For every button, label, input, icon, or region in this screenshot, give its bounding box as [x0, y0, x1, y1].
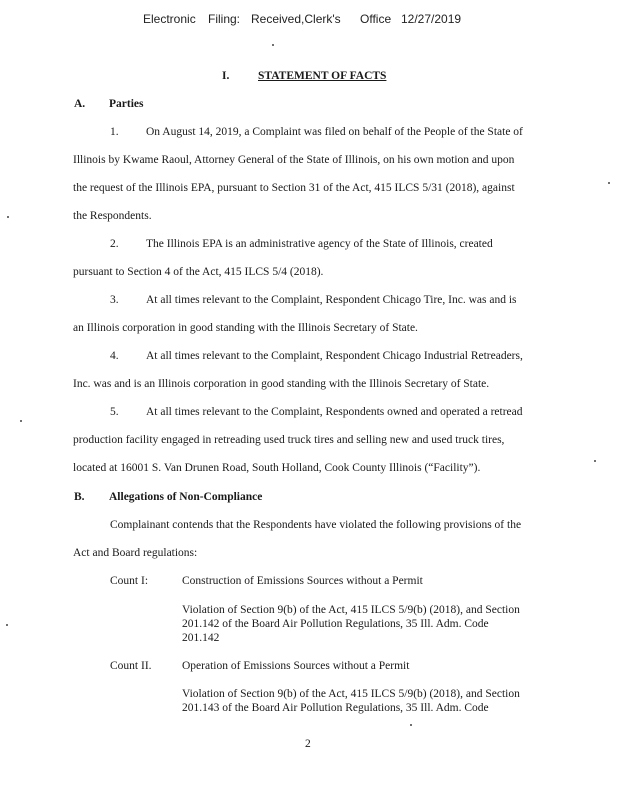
- header-filing: Filing:: [208, 12, 241, 26]
- scan-speck: [594, 460, 596, 462]
- violation-line: 201.143 of the Board Air Pollution Regulations, 35 Ill. Adm. Code: [182, 702, 489, 714]
- paragraph-line: Complainant contends that the Respondents have violated the following provisions of the: [110, 519, 522, 531]
- violation-line: Violation of Section 9(b) of the Act, 415 ILCS 5/9(b) (2018), and Section: [182, 604, 520, 616]
- scan-speck: [410, 724, 412, 726]
- paragraph-line: Inc. was and is an Illinois corporation in good standing with the Illinois Secretary of State.: [73, 378, 490, 390]
- violation-line: Violation of Section 9(b) of the Act, 415 ILCS 5/9(b) (2018), and Section: [182, 688, 520, 700]
- paragraph-line: Illinois by Kwame Raoul, Attorney General of the State of Illinois, on his own motion and upon: [73, 154, 515, 166]
- scan-speck: [20, 420, 22, 422]
- violation-line: 201.142: [182, 632, 220, 644]
- page-number: 2: [305, 738, 311, 750]
- paragraph-number: 5.: [110, 406, 119, 418]
- paragraph-line: At all times relevant to the Complaint, Respondent Chicago Tire, Inc. was and is: [146, 294, 517, 306]
- paragraph-line: Act and Board regulations:: [73, 547, 198, 559]
- paragraph-line: pursuant to Section 4 of the Act, 415 ILCS 5/4 (2018).: [73, 266, 324, 278]
- paragraph-line: The Illinois EPA is an administrative agency of the State of Illinois, created: [146, 238, 493, 250]
- paragraph-line: an Illinois corporation in good standing with the Illinois Secretary of State.: [73, 322, 418, 334]
- section-number: I.: [222, 70, 230, 82]
- scan-speck: [6, 624, 8, 626]
- count-title: Operation of Emissions Sources without a Permit: [182, 660, 410, 672]
- header-office: Office: [360, 12, 392, 26]
- scan-speck: [608, 182, 610, 184]
- allegations-letter: B.: [74, 491, 85, 503]
- violation-line: 201.142 of the Board Air Pollution Regulations, 35 Ill. Adm. Code: [182, 618, 489, 630]
- paragraph-line: located at 16001 S. Van Drunen Road, South Holland, Cook County Illinois (“Facility”).: [73, 462, 481, 474]
- paragraph-line: At all times relevant to the Complaint, Respondent Chicago Industrial Retreaders,: [146, 350, 523, 362]
- paragraph-number: 4.: [110, 350, 119, 362]
- scan-speck: [272, 44, 274, 46]
- count-title: Construction of Emissions Sources without a Permit: [182, 575, 423, 587]
- paragraph-line: the Respondents.: [73, 210, 152, 222]
- scan-speck: [7, 216, 9, 218]
- paragraph-line: production facility engaged in retreading used truck tires and selling new and used truck tires,: [73, 434, 505, 446]
- allegations-heading: Allegations of Non-Compliance: [109, 491, 263, 503]
- paragraph-number: 3.: [110, 294, 119, 306]
- paragraph-number: 1.: [110, 126, 119, 138]
- header-electronic: Electronic: [143, 12, 196, 26]
- paragraph-line: At all times relevant to the Complaint, Respondents owned and operated a retread: [146, 406, 523, 418]
- paragraph-number: 2.: [110, 238, 119, 250]
- paragraph-line: the request of the Illinois EPA, pursuant to Section 31 of the Act, 415 ILCS 5/31 (2018), against: [73, 182, 515, 194]
- paragraph-line: On August 14, 2019, a Complaint was filed on behalf of the People of the State of: [146, 126, 523, 138]
- parties-letter: A.: [74, 98, 86, 110]
- count-label: Count II.: [110, 660, 152, 672]
- header-received: Received,Clerk's: [251, 12, 341, 26]
- count-label: Count I:: [110, 575, 149, 587]
- parties-heading: Parties: [109, 98, 144, 110]
- header-date: 12/27/2019: [401, 12, 462, 26]
- section-title: STATEMENT OF FACTS: [258, 70, 387, 82]
